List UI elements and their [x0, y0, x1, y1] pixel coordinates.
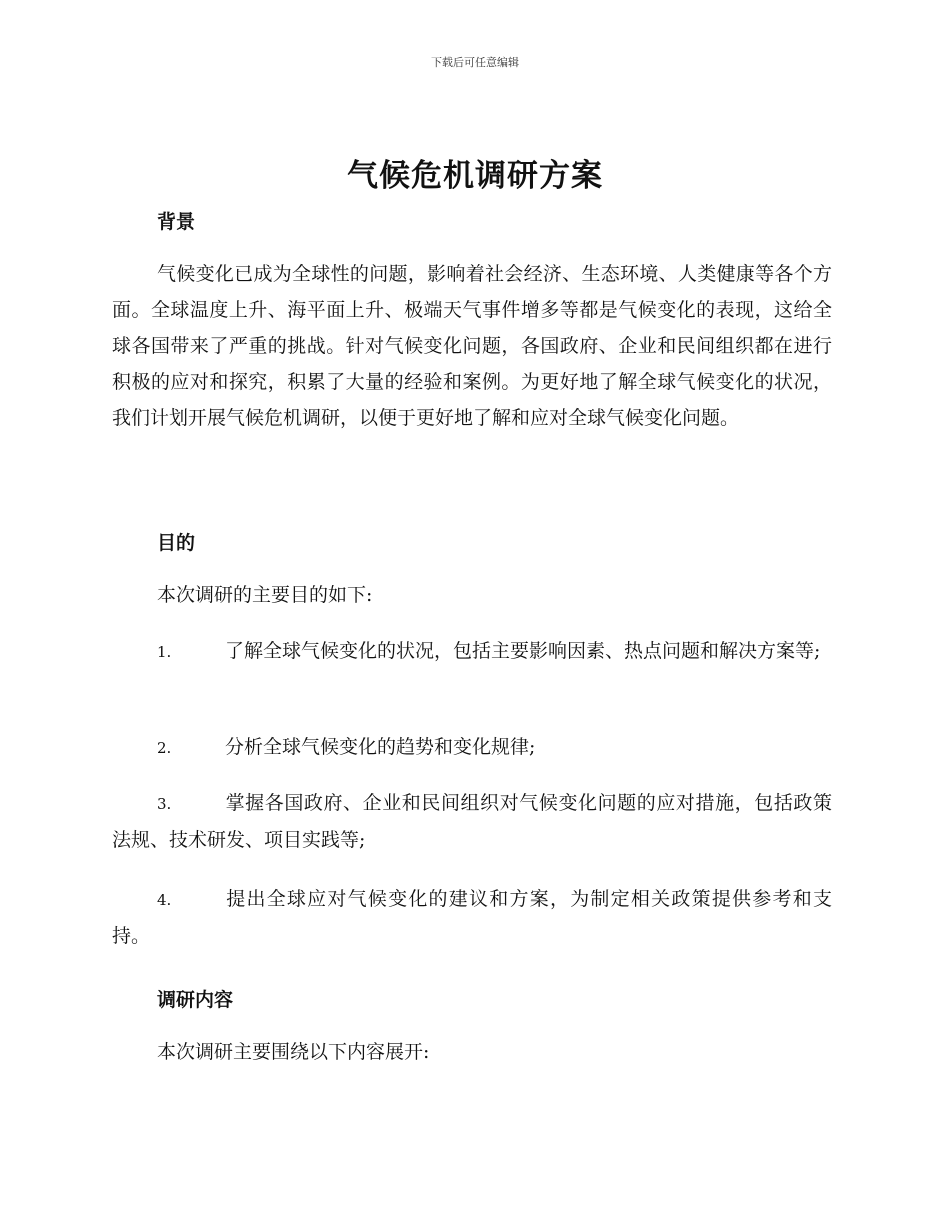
list-item — [112, 729, 832, 766]
section-heading-purpose: 目的 — [157, 532, 196, 554]
list-item-text: 了解全球气候变化的状况，包括主要影响因素、热点问题和解决方案等; — [225, 640, 821, 662]
list-item-number: 4. — [157, 891, 172, 909]
header-note: 下载后可任意编辑 — [431, 56, 519, 69]
list-item-number: 2. — [157, 739, 172, 757]
background-paragraph: 气候变化已成为全球性的问题，影响着社会经济、生态环境、人类健康等各个方面。全球温度上升、海平面上升、极端天气事件增多等都是气候变化的表现，这给全球各国带来了严重的挑战。针对气候变化问题，各国政府、企业和民间组织都在进行积极的应对和探究，积累了大量的经验和案例。为更好地了解全球气候变化的状况，我们计划开展气候危机调研，以便于更好地了解和应对全球气候变化问题。 — [112, 263, 832, 429]
list-item — [112, 785, 832, 858]
list-item-text: 提出全球应对气候变化的建议和方案，为制定相关政策提供参考和支持。 — [112, 888, 832, 947]
list-item-text: 掌握各国政府、企业和民间组织对气候变化问题的应对措施，包括政策法规、技术研发、项目实践等; — [112, 792, 832, 851]
purpose-intro: 本次调研的主要目的如下: — [157, 584, 373, 606]
list-item-number: 3. — [157, 795, 172, 813]
section-heading-content: 调研内容 — [157, 989, 234, 1011]
list-item — [112, 633, 832, 670]
list-item-number: 1. — [157, 643, 172, 661]
content-intro: 本次调研主要围绕以下内容展开: — [157, 1041, 430, 1063]
section-heading-background: 背景 — [157, 211, 196, 233]
list-item-text: 分析全球气候变化的趋势和变化规律; — [225, 736, 536, 758]
document-title: 气候危机调研方案 — [347, 158, 603, 194]
list-item — [112, 881, 832, 954]
